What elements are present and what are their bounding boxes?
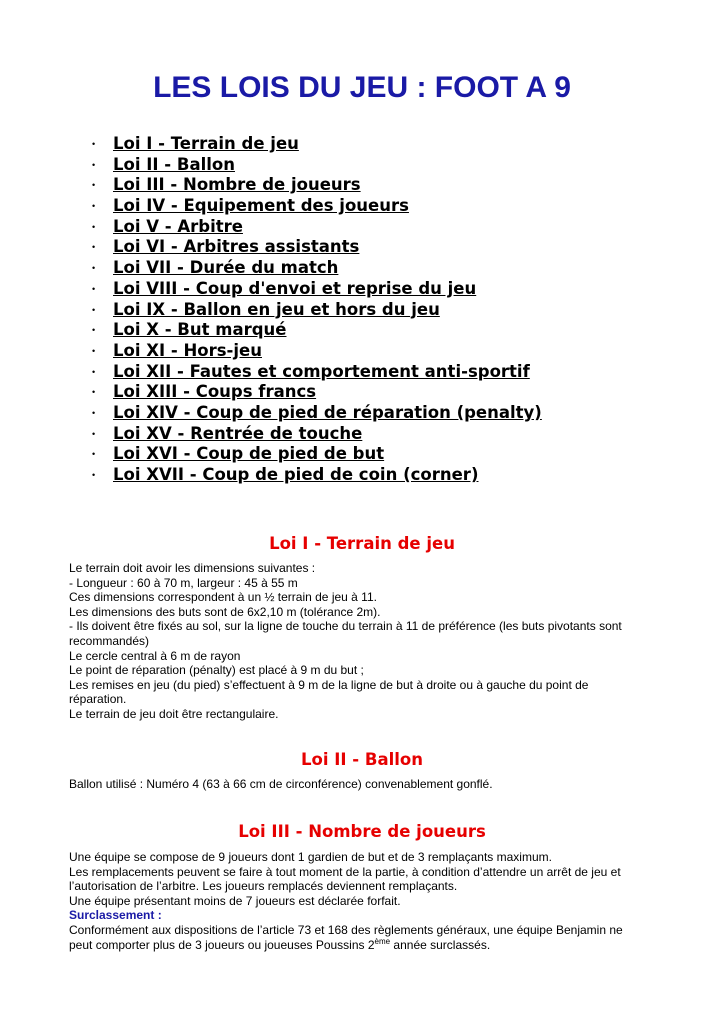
paragraph-line: Une équipe se compose de 9 joueurs dont 1 gardien de but et de 3 remplaçants maximum. <box>69 850 552 864</box>
toc-link[interactable]: Loi VIII - Coup d'envoi et reprise du jeu <box>113 278 477 298</box>
document-title: LES LOIS DU JEU : FOOT A 9 <box>153 71 571 104</box>
toc-item <box>92 237 542 258</box>
section-heading-loi1: Loi I - Terrain de jeu <box>269 534 455 553</box>
section-heading-loi3: Loi III - Nombre de joueurs <box>238 822 486 841</box>
paragraph-line: - Ils doivent être fixés au sol, sur la ligne de touche du terrain à 11 de préférence (les buts pivotants sont recommandés) <box>69 619 622 648</box>
toc-item <box>92 382 542 403</box>
bullet-icon: • <box>92 428 96 439</box>
toc-link[interactable]: Loi XVII - Coup de pied de coin (corner) <box>113 465 479 484</box>
bullet-icon: • <box>92 304 96 315</box>
toc-link[interactable]: Loi XV - Rentrée de touche <box>113 423 363 443</box>
section-body-loi2 <box>69 777 639 792</box>
paragraph-line: - Longueur : 60 à 70 m, largeur : 45 à 55 m <box>69 575 298 590</box>
toc-link[interactable]: Loi XIII - Coups francs <box>113 382 317 402</box>
bullet-icon: • <box>92 263 96 274</box>
paragraph-line: Ballon utilisé : Numéro 4 (63 à 66 cm de circonférence) convenablement gonflé. <box>69 777 493 791</box>
toc-item <box>92 279 542 300</box>
paragraph-line: Le cercle central à 6 m de rayon <box>69 648 241 663</box>
toc-item <box>92 196 542 217</box>
surclassement-subheading: Surclassement : <box>69 908 162 923</box>
toc-item <box>92 424 542 445</box>
toc-item <box>92 320 542 341</box>
toc-item <box>92 444 542 465</box>
toc-link[interactable]: Loi XIV - Coup de pied de réparation (penalty) <box>113 402 542 422</box>
paragraph-line: Les remises en jeu (du pied) s’effectuent à 9 m de la ligne de but à droite ou à gauche du point de réparation. <box>69 677 589 707</box>
bullet-icon: • <box>92 325 96 336</box>
toc-item <box>92 300 542 321</box>
bullet-icon: • <box>92 180 96 191</box>
bullet-icon: • <box>92 283 96 294</box>
bullet-icon: • <box>92 242 96 253</box>
section-body-loi3 <box>69 850 639 952</box>
paragraph-line: Ces dimensions correspondent à un ½ terrain de jeu à 11. <box>69 590 377 605</box>
toc-link[interactable]: Loi V - Arbitre <box>113 216 243 236</box>
bullet-icon: • <box>92 159 96 170</box>
toc-link[interactable]: Loi IV - Equipement des joueurs <box>113 196 409 216</box>
bullet-icon: • <box>92 449 96 460</box>
toc-item <box>92 134 542 155</box>
toc-link[interactable]: Loi XVI - Coup de pied de but <box>113 444 385 464</box>
paragraph-line: Le terrain doit avoir les dimensions suivantes : <box>69 561 316 575</box>
toc-link[interactable]: Loi XI - Hors-jeu <box>113 340 262 360</box>
toc-item <box>92 465 542 486</box>
toc-link[interactable]: Loi XII - Fautes et comportement anti-sportif <box>113 361 530 381</box>
bullet-icon: • <box>92 366 96 377</box>
toc-link[interactable]: Loi I - Terrain de jeu <box>113 134 299 153</box>
toc-item <box>92 341 542 362</box>
toc-item <box>92 155 542 176</box>
toc-link[interactable]: Loi X - But marqué <box>113 320 287 340</box>
toc-link[interactable]: Loi IX - Ballon en jeu et hors du jeu <box>113 299 440 319</box>
toc-item <box>92 175 542 196</box>
toc-item <box>92 403 542 424</box>
bullet-icon: • <box>92 470 96 480</box>
bullet-icon: • <box>92 407 96 418</box>
toc-link[interactable]: Loi II - Ballon <box>113 154 235 174</box>
bullet-icon: • <box>92 221 96 232</box>
paragraph-line: Le point de réparation (pénalty) est placé à 9 m du but ; <box>69 663 364 678</box>
paragraph-line: Les dimensions des buts sont de 6x2,10 m (tolérance 2m). <box>69 604 381 619</box>
toc-item <box>92 217 542 238</box>
toc-link[interactable]: Loi VI - Arbitres assistants <box>113 237 360 257</box>
section-body-loi1 <box>69 561 639 722</box>
section-heading-loi2: Loi II - Ballon <box>301 750 423 769</box>
paragraph-line: Les remplacements peuvent se faire à tout moment de la partie, à condition d’attendre un arrêt de jeu et l’autorisation de l’arbitre. Les joueurs remplacés deviennent remplaçants. <box>69 864 621 894</box>
toc-link[interactable]: Loi VII - Durée du match <box>113 258 339 278</box>
bullet-icon: • <box>92 345 96 356</box>
paragraph-line: Une équipe présentant moins de 7 joueurs est déclarée forfait. <box>69 893 401 908</box>
toc-link[interactable]: Loi III - Nombre de joueurs <box>113 175 361 195</box>
table-of-contents <box>92 134 542 486</box>
bullet-icon: • <box>92 201 96 212</box>
toc-item <box>92 362 542 383</box>
bullet-icon: • <box>92 139 96 149</box>
bullet-icon: • <box>92 387 96 398</box>
paragraph-line: Le terrain de jeu doit être rectangulaire. <box>69 706 279 721</box>
toc-item <box>92 258 542 279</box>
surclassement-text: Conformément aux dispositions de l’article 73 et 168 des règlements généraux, une équipe Benjamin ne peut comporter plus de 3 joueurs ou joueuses Poussins 2ème année surclassés. <box>69 922 623 952</box>
